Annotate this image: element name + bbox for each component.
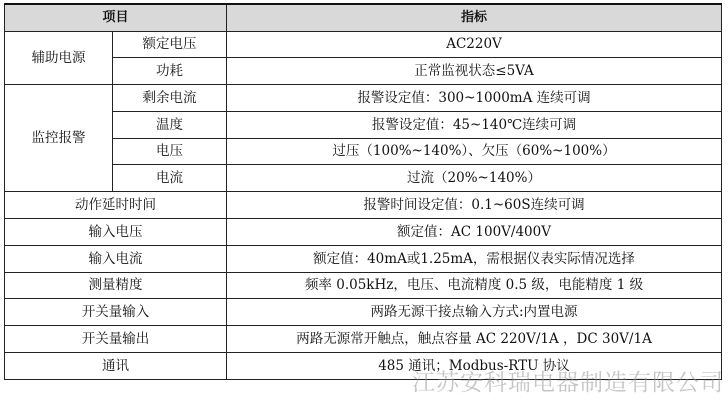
spec-value: 额定值：40mA或1.25mA，需根据仪表实际情况选择 xyxy=(227,245,722,272)
spec-value: AC220V xyxy=(227,31,722,58)
sub-item: 功耗 xyxy=(113,58,227,85)
header-item: 项目 xyxy=(5,4,227,31)
spec-value: 报警设定值：45~140℃连续可调 xyxy=(227,111,722,138)
spec-value: 报警设定值：300~1000mA 连续可调 xyxy=(227,85,722,112)
item-label: 测量精度 xyxy=(5,272,227,299)
spec-value: 两路无源常开触点，触点容量 AC 220V/1A ，DC 30V/1A xyxy=(227,326,722,353)
spec-value: 正常监视状态≤5VA xyxy=(227,58,722,85)
group-label-aux-power: 辅助电源 xyxy=(5,31,113,85)
table-header-row xyxy=(5,4,722,31)
sub-item: 温度 xyxy=(113,111,227,138)
item-label: 开关量输入 xyxy=(5,299,227,326)
spec-value: 过压（100%~140%）、欠压（60%~100%） xyxy=(227,138,722,165)
company-watermark: 江苏安科瑞电器制造有限公司 xyxy=(412,370,724,396)
spec-value: 频率 0.05kHz，电压、电流精度 0.5 级，电能精度 1 级 xyxy=(227,272,722,299)
table-row xyxy=(5,85,722,112)
item-label: 通讯 xyxy=(5,353,227,380)
spec-value: 两路无源干接点输入方式:内置电源 xyxy=(227,299,722,326)
table-row xyxy=(5,111,722,138)
table-row xyxy=(5,326,722,353)
table-row xyxy=(5,272,722,299)
table-row xyxy=(5,219,722,246)
table-row xyxy=(5,299,722,326)
table-row xyxy=(5,58,722,85)
spec-value: 过流（20%~140%） xyxy=(227,165,722,192)
item-label: 开关量输出 xyxy=(5,326,227,353)
spec-value: 报警时间设定值：0.1~60S连续可调 xyxy=(227,192,722,219)
group-label-monitor-alarm: 监控报警 xyxy=(5,85,113,192)
sub-item: 电流 xyxy=(113,165,227,192)
table-row xyxy=(5,31,722,58)
table-row xyxy=(5,192,722,219)
item-label: 动作延时时间 xyxy=(5,192,227,219)
item-label: 输入电压 xyxy=(5,219,227,246)
sub-item: 额定电压 xyxy=(113,31,227,58)
sub-item: 电压 xyxy=(113,138,227,165)
spec-table xyxy=(4,3,722,380)
table-row xyxy=(5,245,722,272)
table-row xyxy=(5,138,722,165)
item-label: 输入电流 xyxy=(5,245,227,272)
header-indicator: 指标 xyxy=(227,4,722,31)
table-row xyxy=(5,165,722,192)
spec-value: 485 通讯；Modbus-RTU 协议 xyxy=(227,353,722,380)
sub-item: 剩余电流 xyxy=(113,85,227,112)
spec-value: 额定值：AC 100V/400V xyxy=(227,219,722,246)
